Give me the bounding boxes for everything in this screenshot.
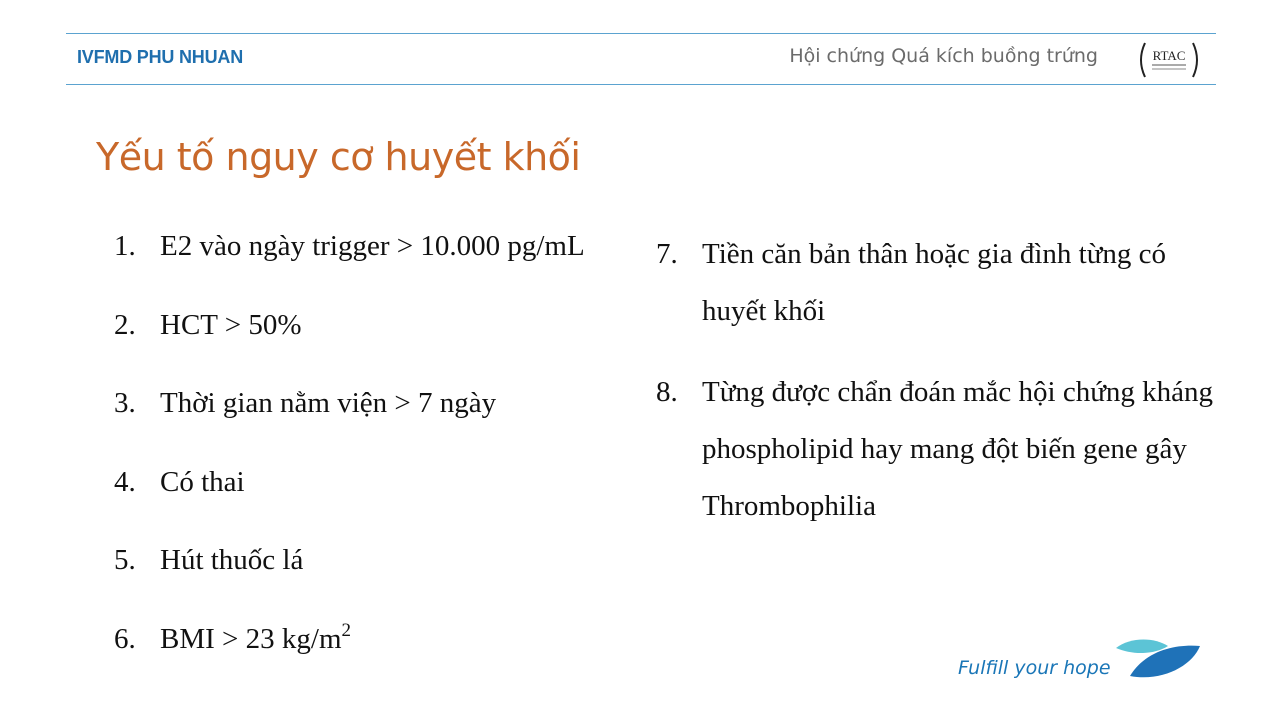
risk-factor-list-right	[656, 226, 1216, 559]
list-item	[114, 305, 654, 384]
superscript: 2	[341, 619, 352, 641]
list-item	[114, 540, 654, 619]
item-text: Tiền căn bản thân hoặc gia đình từng có huyết khối	[702, 238, 1167, 327]
list-item	[656, 226, 1216, 340]
item-number: 7.	[656, 238, 678, 270]
list-item	[656, 364, 1216, 535]
item-text: HCT > 50%	[160, 308, 302, 341]
risk-factor-list-left	[114, 226, 654, 697]
item-number: 1.	[114, 230, 136, 262]
list-item	[114, 383, 654, 462]
item-number: 2.	[114, 308, 136, 341]
slide-title: Yếu tố nguy cơ huyết khối	[96, 135, 581, 179]
item-text: Thời gian nằm viện > 7 ngày	[160, 387, 497, 419]
item-number: 4.	[114, 465, 136, 498]
rtac-logo	[1136, 40, 1202, 80]
item-number: 6.	[114, 622, 136, 655]
list-item	[114, 619, 654, 698]
item-text: E2 vào ngày trigger > 10.000 pg/mL	[160, 230, 585, 262]
item-text: BMI > 23 kg/m	[160, 622, 342, 655]
leaf-logo	[1112, 636, 1204, 684]
item-number: 5.	[114, 544, 136, 576]
presentation-topic: Hội chứng Quá kích buồng trứng	[789, 45, 1098, 67]
header-bottom-rule	[66, 84, 1216, 85]
item-text: Có thai	[160, 465, 245, 498]
item-text: Từng được chẩn đoán mắc hội chứng kháng phospholipid hay mang đột biến gene gây Thrombophilia	[702, 376, 1214, 522]
list-item	[114, 226, 654, 305]
item-number: 3.	[114, 387, 136, 419]
brand-name: IVFMD PHU NHUAN	[77, 47, 243, 67]
item-number: 8.	[656, 376, 678, 408]
header-top-rule	[66, 33, 1216, 34]
rtac-logo-text: RTAC	[1152, 48, 1186, 63]
item-text: Hút thuốc lá	[160, 544, 304, 576]
footer-slogan: Fulfill your hope	[958, 657, 1111, 679]
list-item	[114, 462, 654, 541]
